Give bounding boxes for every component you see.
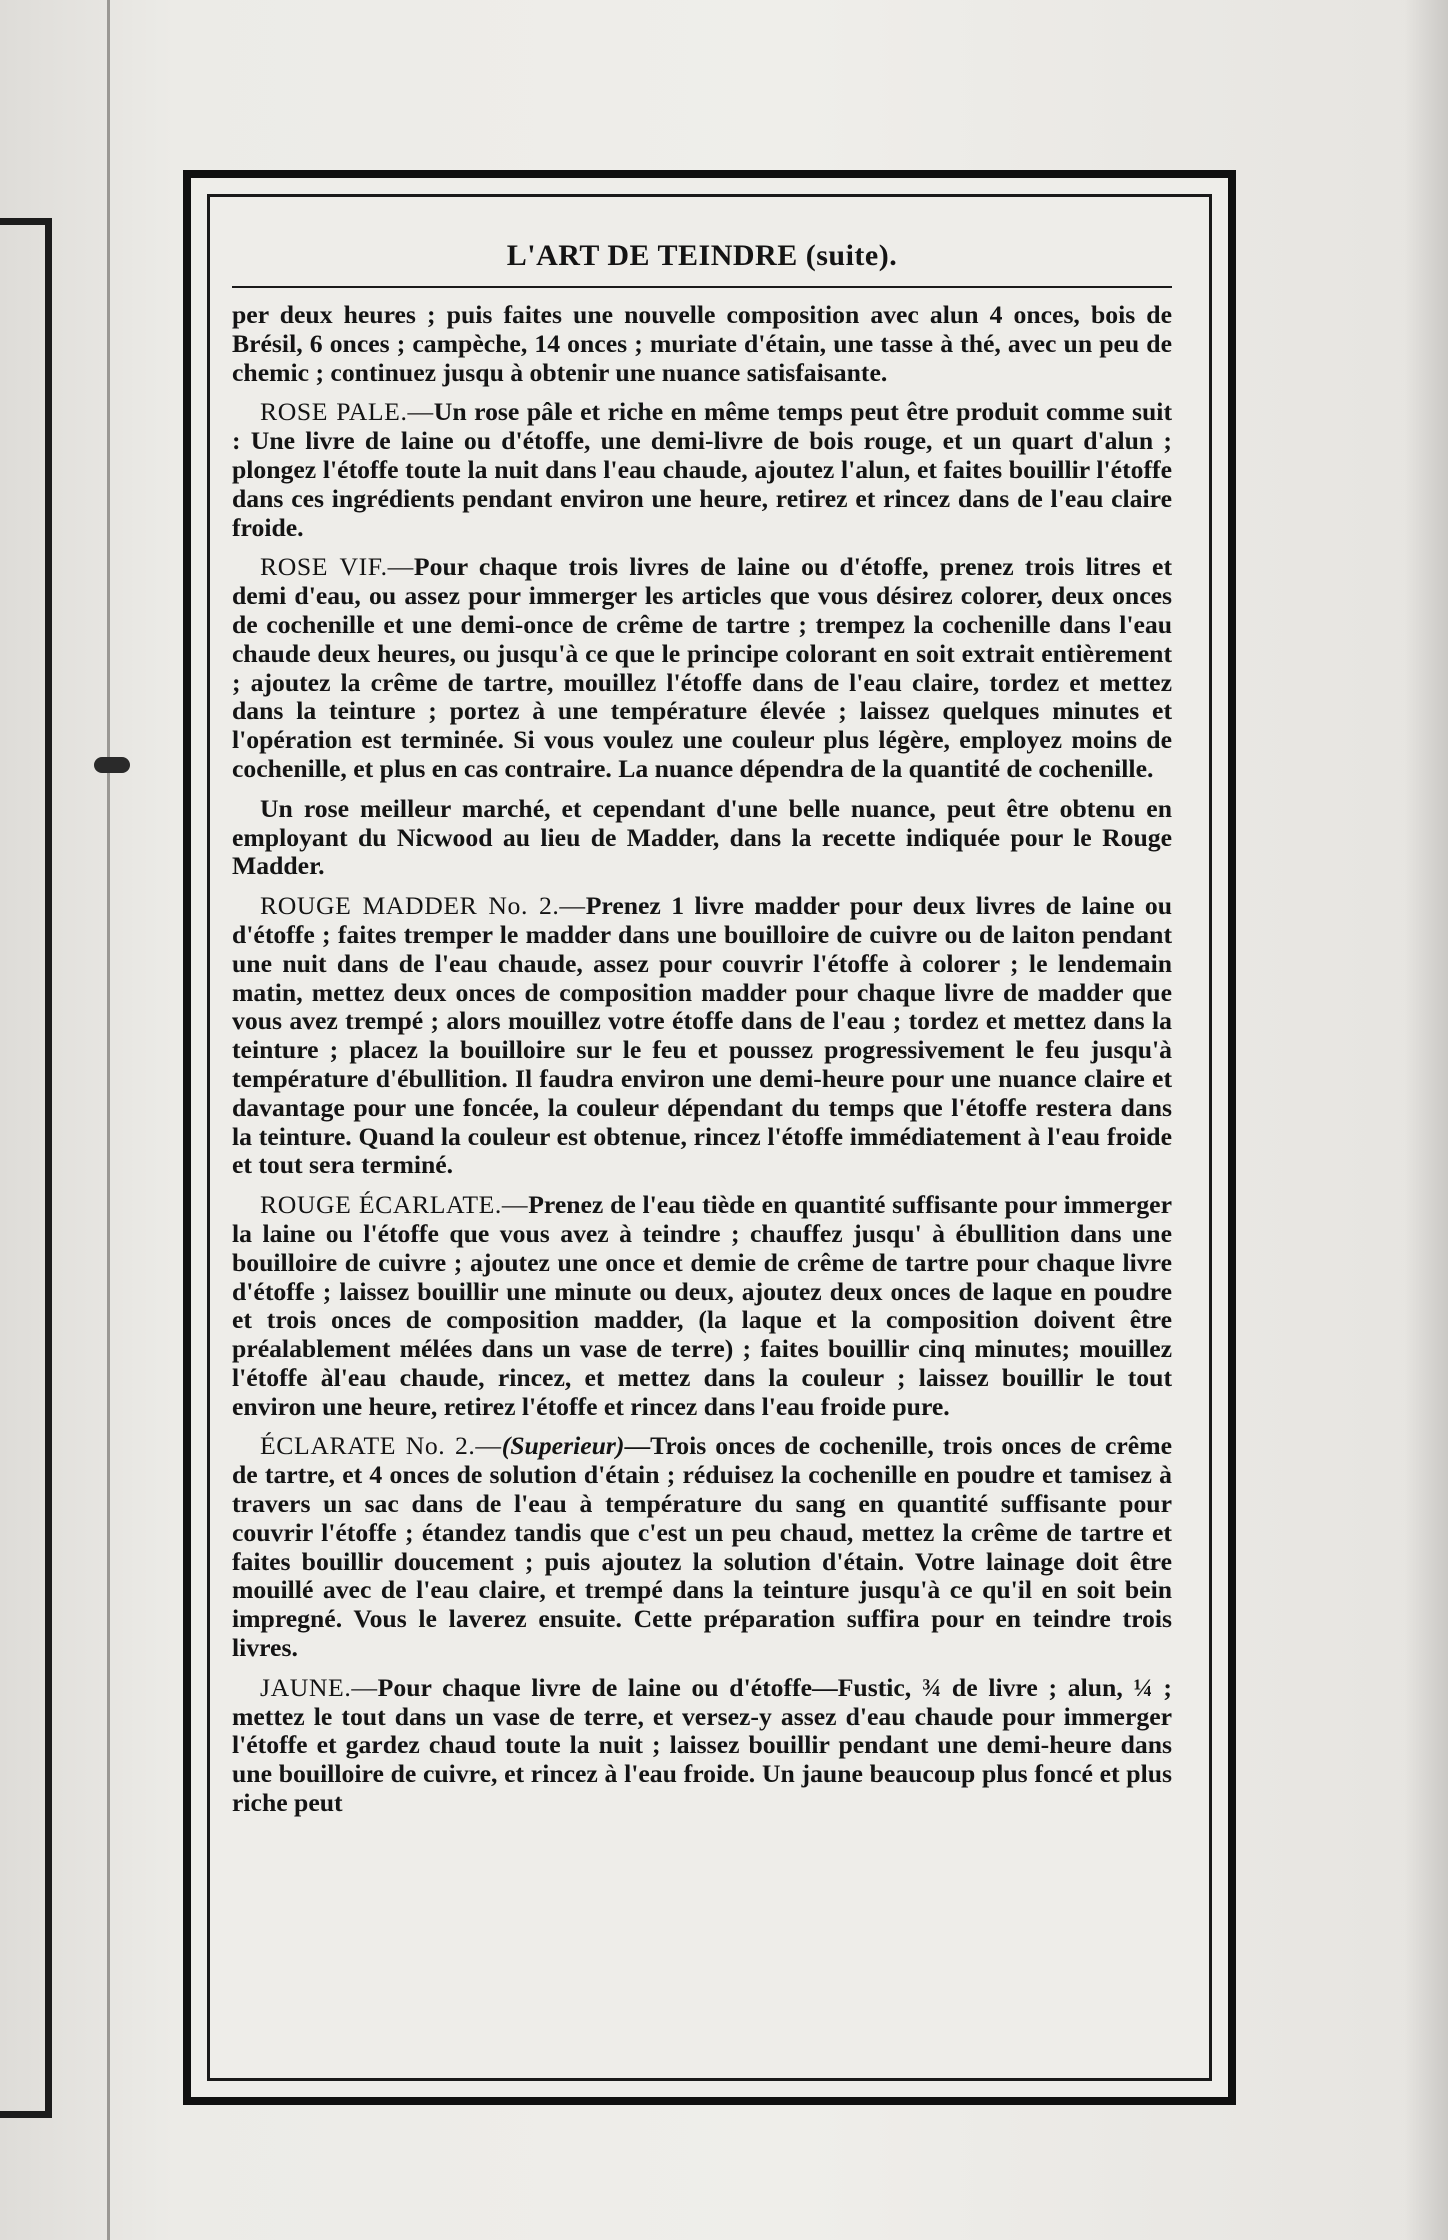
paragraph-text: Pour chaque trois livres de laine ou d'étoffe, prenez trois litres et demi d'eau, ou assez pour immerger les articles que vous désirez colorer, deux onces de cochenille et une demi-once de crême de tartre ; trempez la cochenille dans l'eau chaude deux heures, ou jusqu'à ce que le principe colorant en soit extrait entièrement ; ajoutez la crême de tartre, mouillez l'étoffe dans de l'eau claire, tordez et mettez dans la teinture ; portez à une température élevée ; laissez quelques minutes et l'opération est terminée. Si vous voulez une couleur plus légère, employez moins de cochenille, et plus en cas contraire. La nuance dépendra de la quantité de cochenille. — [232, 552, 1173, 783]
paragraph-eclarate — [232, 1432, 1172, 1662]
paragraph-text: Un rose pâle et riche en même temps peut être produit comme suit : Une livre de laine ou d'étoffe, une demi-livre de bois rouge, et un quart d'alun ; plongez l'étoffe toute la nuit dans l'eau chaude, ajoutez l'alun, et faites bouillir l'étoffe dans ces ingrédients pendant environ une heure, retirez et rincez dans de l'eau claire froide. — [232, 397, 1172, 542]
paragraph-rouge-ecarlate — [232, 1191, 1172, 1421]
paragraph-text: Prenez de l'eau tiède en quantité suffisante pour immerger la laine ou l'étoffe que vous avez à teindre ; chauffez jusqu' à ébullition dans une bouilloire de cuivre ; ajoutez une once et demie de crême de tartre pour chaque livre d'étoffe ; laissez bouillir une minute ou deux, ajoutez deux onces de laque en poudre et trois onces de composition madder, (la laque et la composition doivent être préalablement mélées dans un vase de terre) ; faites bouillir cinq minutes; mouillez l'étoffe àl'eau chaude, rincez, et mettez dans la couleur ; laissez bouillir le tout environ une heure, retirez l'étoffe et rincez dans l'eau froide pure. — [232, 1190, 1172, 1421]
title-rule — [232, 286, 1172, 288]
paragraph-rouge-madder — [232, 892, 1172, 1180]
paragraph-italic-note: (Superieur) — [501, 1431, 625, 1461]
binding-mark — [94, 757, 130, 773]
paragraph-heading: ROSE PALE.— — [260, 397, 434, 427]
paragraph-heading: ÉCLARATE No. 2.— — [260, 1431, 502, 1461]
gutter-line — [107, 0, 110, 2240]
page-edge-shadow — [1404, 0, 1448, 2240]
paragraph-jaune — [232, 1674, 1172, 1818]
paragraph-rose-pale — [232, 398, 1172, 542]
paragraph-text: per deux heures ; puis faites une nouvelle composition avec alun 4 onces, bois de Brésil, 6 onces ; campèche, 14 onces ; muriate d'étain, une tasse à thé, avec un peu de chemic ; continuez jusqu à obtenir une nuance satisfaisante. — [232, 300, 1172, 387]
paragraph — [232, 795, 1172, 881]
page-title: L'ART DE TEINDRE (suite). — [506, 239, 898, 272]
previous-page-border — [0, 218, 52, 2118]
paragraph-text: Pour chaque livre de laine ou d'étoffe—Fustic, ¾ de livre ; alun, ¼ ; mettez le tout dans un vase de terre, et versez-y assez d'eau chaude pour immerger l'étoffe et gardez chaud toute la nuit ; laissez bouillir pendant une demi-heure dans une bouilloire de cuivre, et rincez à l'eau froide. Un jaune beaucoup plus foncé et plus riche peut — [232, 1672, 1172, 1818]
paragraph-rose-vif — [232, 553, 1172, 783]
paragraph-heading: ROSE VIF.— — [260, 552, 414, 582]
paragraph — [232, 301, 1172, 387]
paragraph-text: Un rose meilleur marché, et cependant d'une belle nuance, peut être obtenu en employant du Nicwood au lieu de Madder, dans la recette indiquée pour le Rouge Madder. — [232, 793, 1172, 881]
paragraph-heading: ROUGE ÉCARLATE.— — [260, 1190, 529, 1220]
paragraph-text: —Trois onces de cochenille, trois onces de crême de tartre, et 4 onces de solution d'étain ; réduisez la cochenille en poudre et tamisez à travers un sac dans de l'eau à température du sang en quantité suffisante pour couvrir l'étoffe ; étandez tandis que c'est un peu chaud, mettez la crême de tartre et faites bouillir doucement ; puis ajoutez la solution d'étain. Votre lainage doit être mouillé avec de l'eau claire, et trempé dans la teinture jusqu'à ce qu'il en soit bein impregné. Vous le laverez ensuite. Cette préparation suffira pour en teindre trois livres. — [232, 1431, 1172, 1663]
text-frame — [183, 170, 1236, 2105]
article-body — [232, 239, 1172, 1829]
paragraph-heading: JAUNE.— — [260, 1672, 378, 1702]
paragraph-text: Prenez 1 livre madder pour deux livres de laine ou d'étoffe ; faites tremper le madder dans une bouilloire de cuivre ou de laiton pendant une nuit dans de l'eau chaude, assez pour couvrir l'étoffe à colorer ; le lendemain matin, mettez deux onces de composition madder pour chaque livre de madder que vous avez trempé ; alors mouillez votre étoffe dans de l'eau ; tordez et mettez dans la teinture ; placez la bouilloire sur le feu et poussez progressivement le feu jusqu'à température d'ébullition. Il faudra environ une demi-heure pour une nuance claire et davantage pour une foncée, la couleur dépendant du temps que l'étoffe restera dans la teinture. Quand la couleur est obtenue, rincez l'étoffe immédiatement à l'eau froide et tout sera terminé. — [232, 891, 1172, 1180]
paragraph-heading: ROUGE MADDER No. 2.— — [260, 891, 586, 921]
